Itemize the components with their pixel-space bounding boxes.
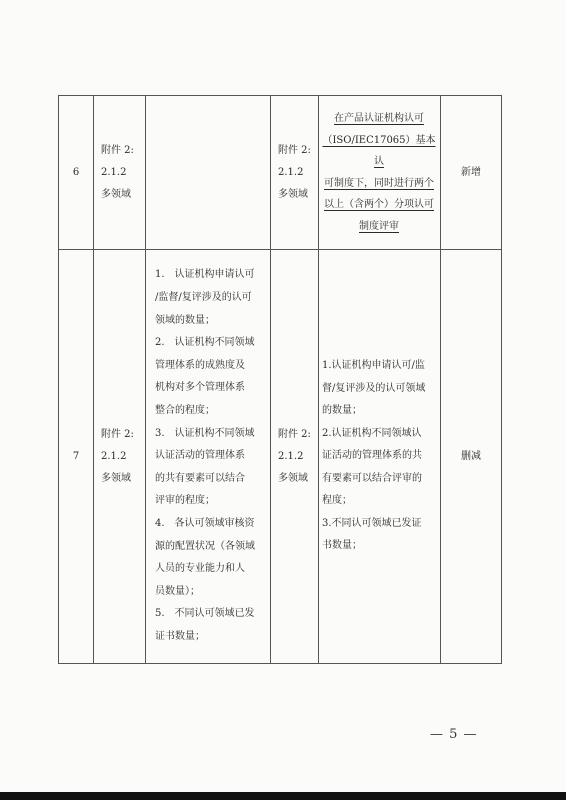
original-clause-ref: 附件 2: 2.1.2 多领域 bbox=[94, 250, 146, 664]
list-item: 3. 认证机构不同领域 认证活动的管理体系 的共有要素可以结合 评审的程度； bbox=[155, 427, 255, 507]
list-item: 2. 认证机构不同领域 管理体系的成熟度及 机构对多个管理体系 整合的程度； bbox=[155, 337, 255, 417]
row-number: 6 bbox=[59, 96, 94, 250]
change-type: 新增 bbox=[441, 96, 502, 250]
original-clause-text bbox=[146, 250, 271, 664]
page-number: — 5 — bbox=[430, 727, 478, 742]
revised-clause-text: 在产品认证机构认可 （ISO/IEC17065）基本认 可制度下，同时进行两个 以上（含两个）分项认可 制度评审 bbox=[319, 96, 441, 250]
change-type: 删减 bbox=[441, 250, 502, 664]
list-item: 5. 不同认可领域已发 证书数量； bbox=[155, 608, 255, 642]
original-clause-text bbox=[146, 96, 271, 250]
list-item: 1. 认证机构申请认可 /监督/复评涉及的认可 领域的数量； bbox=[155, 269, 255, 326]
scan-edge bbox=[0, 792, 566, 800]
revision-table bbox=[58, 95, 502, 664]
table-row bbox=[59, 96, 502, 250]
revised-clause-ref: 附件 2: 2.1.2 多领域 bbox=[271, 250, 319, 664]
revised-clause-text: 1.认证机构申请认可/监 督/复评涉及的认可领域 的数量； 2.认证机构不同领域认 证活动的管理体系的共 有要素可以结合评审的 程度； 3.不同认可领域已发证 书数量； bbox=[319, 250, 441, 664]
table-row bbox=[59, 250, 502, 664]
list-item: 4. 各认可领域审核资 源的配置状况（各领域 人员的专业能力和人 员数量）； bbox=[155, 517, 255, 597]
row-number: 7 bbox=[59, 250, 94, 664]
revised-clause-ref: 附件 2: 2.1.2 多领域 bbox=[271, 96, 319, 250]
original-clause-ref: 附件 2: 2.1.2 多领域 bbox=[94, 96, 146, 250]
